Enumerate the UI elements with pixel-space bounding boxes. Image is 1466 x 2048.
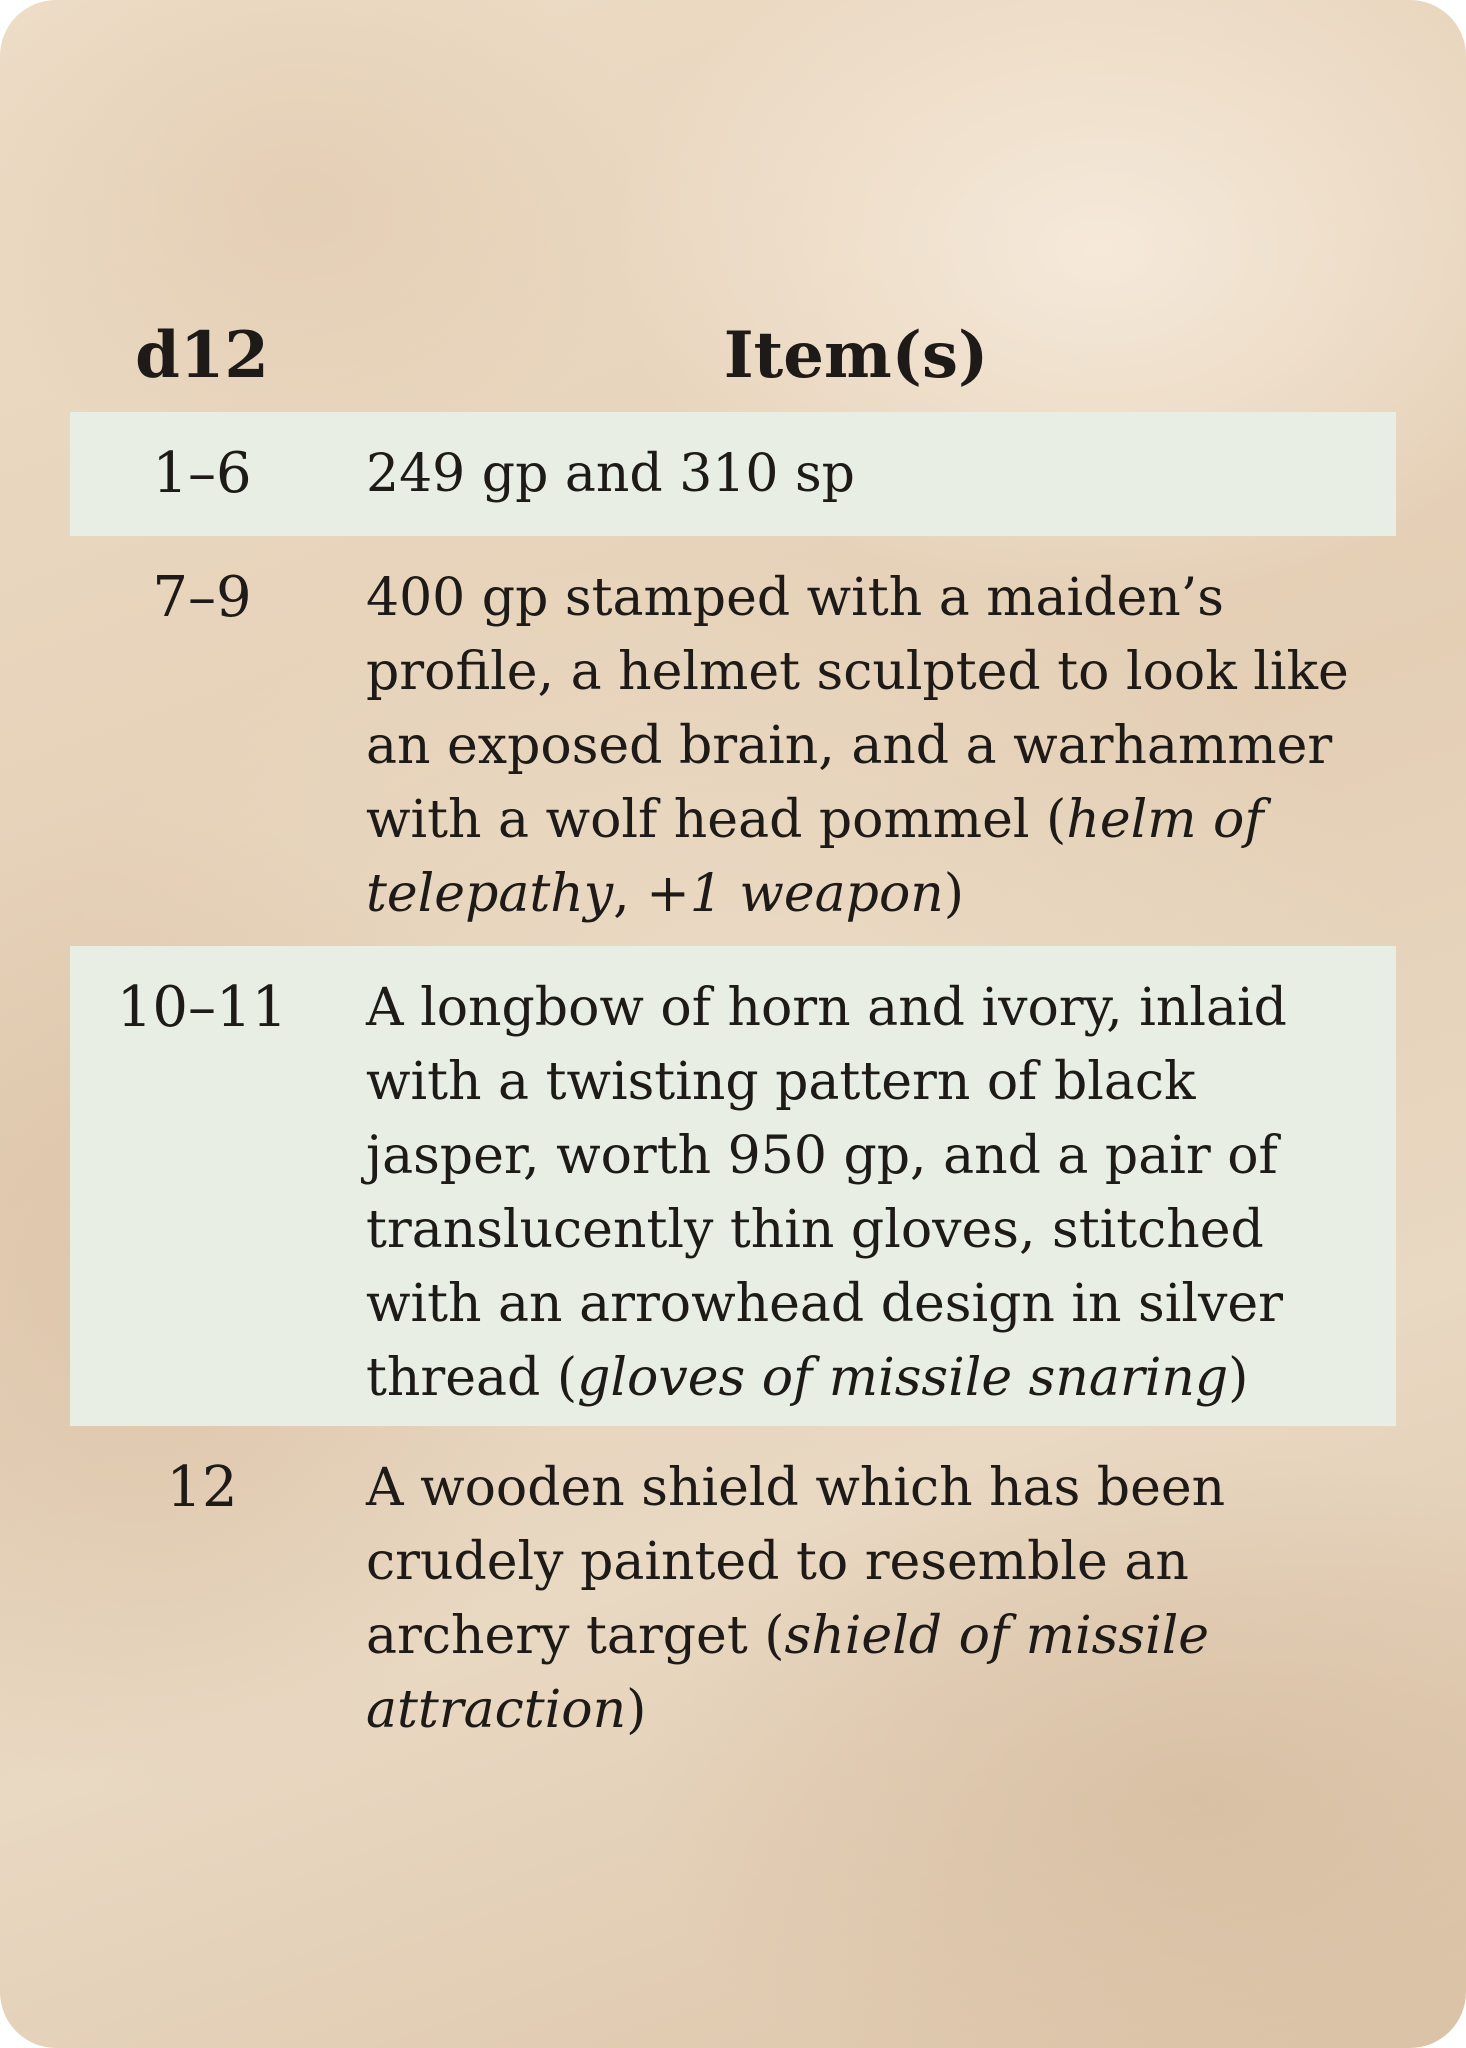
- table-row: [70, 536, 1396, 946]
- header-die: d12: [135, 318, 269, 393]
- roll-range: 12: [166, 1455, 238, 1520]
- item-text: A wooden shield which has been crudely painted to resemble an archery target (: [366, 1458, 1226, 1666]
- item-text: A longbow of horn and ivory, inlaid with a twisting pattern of black jasper, worth 950 gp, and a pair of translucently thin gloves, stitched with an arrowhead design in silver thread (: [366, 978, 1287, 1408]
- item-text-closing: ): [626, 1680, 647, 1740]
- table-row: [70, 412, 1396, 536]
- roll-range: 7–9: [152, 565, 252, 630]
- roll-range: 1–6: [152, 441, 252, 506]
- item-description: [340, 1451, 1396, 1747]
- item-text: 249 gp and 310 sp: [366, 444, 855, 504]
- magic-item-name: shield of missile attraction: [366, 1606, 1210, 1740]
- table-row: [70, 946, 1396, 1426]
- item-text-closing: ): [943, 864, 965, 924]
- item-text-separator: ,: [613, 864, 647, 924]
- table-header-row: [70, 300, 1396, 412]
- item-description: [340, 437, 1396, 511]
- header-items: Item(s): [723, 318, 989, 393]
- roll-range: 10–11: [116, 975, 288, 1040]
- loot-table: [70, 300, 1396, 1756]
- item-text: 400 gp stamped with a maiden’s profile, a helmet sculpted to look like an exposed brain, and a warhammer with a wolf head pommel (: [366, 568, 1349, 850]
- magic-item-name: +1 weapon: [646, 864, 944, 924]
- magic-item-name: gloves of missile snaring: [577, 1348, 1229, 1408]
- table-row: [70, 1426, 1396, 1756]
- item-description: [340, 561, 1396, 931]
- magic-item-name: helm of telepathy: [366, 790, 1264, 924]
- item-text-closing: ): [1228, 1348, 1249, 1408]
- item-description: [340, 971, 1396, 1415]
